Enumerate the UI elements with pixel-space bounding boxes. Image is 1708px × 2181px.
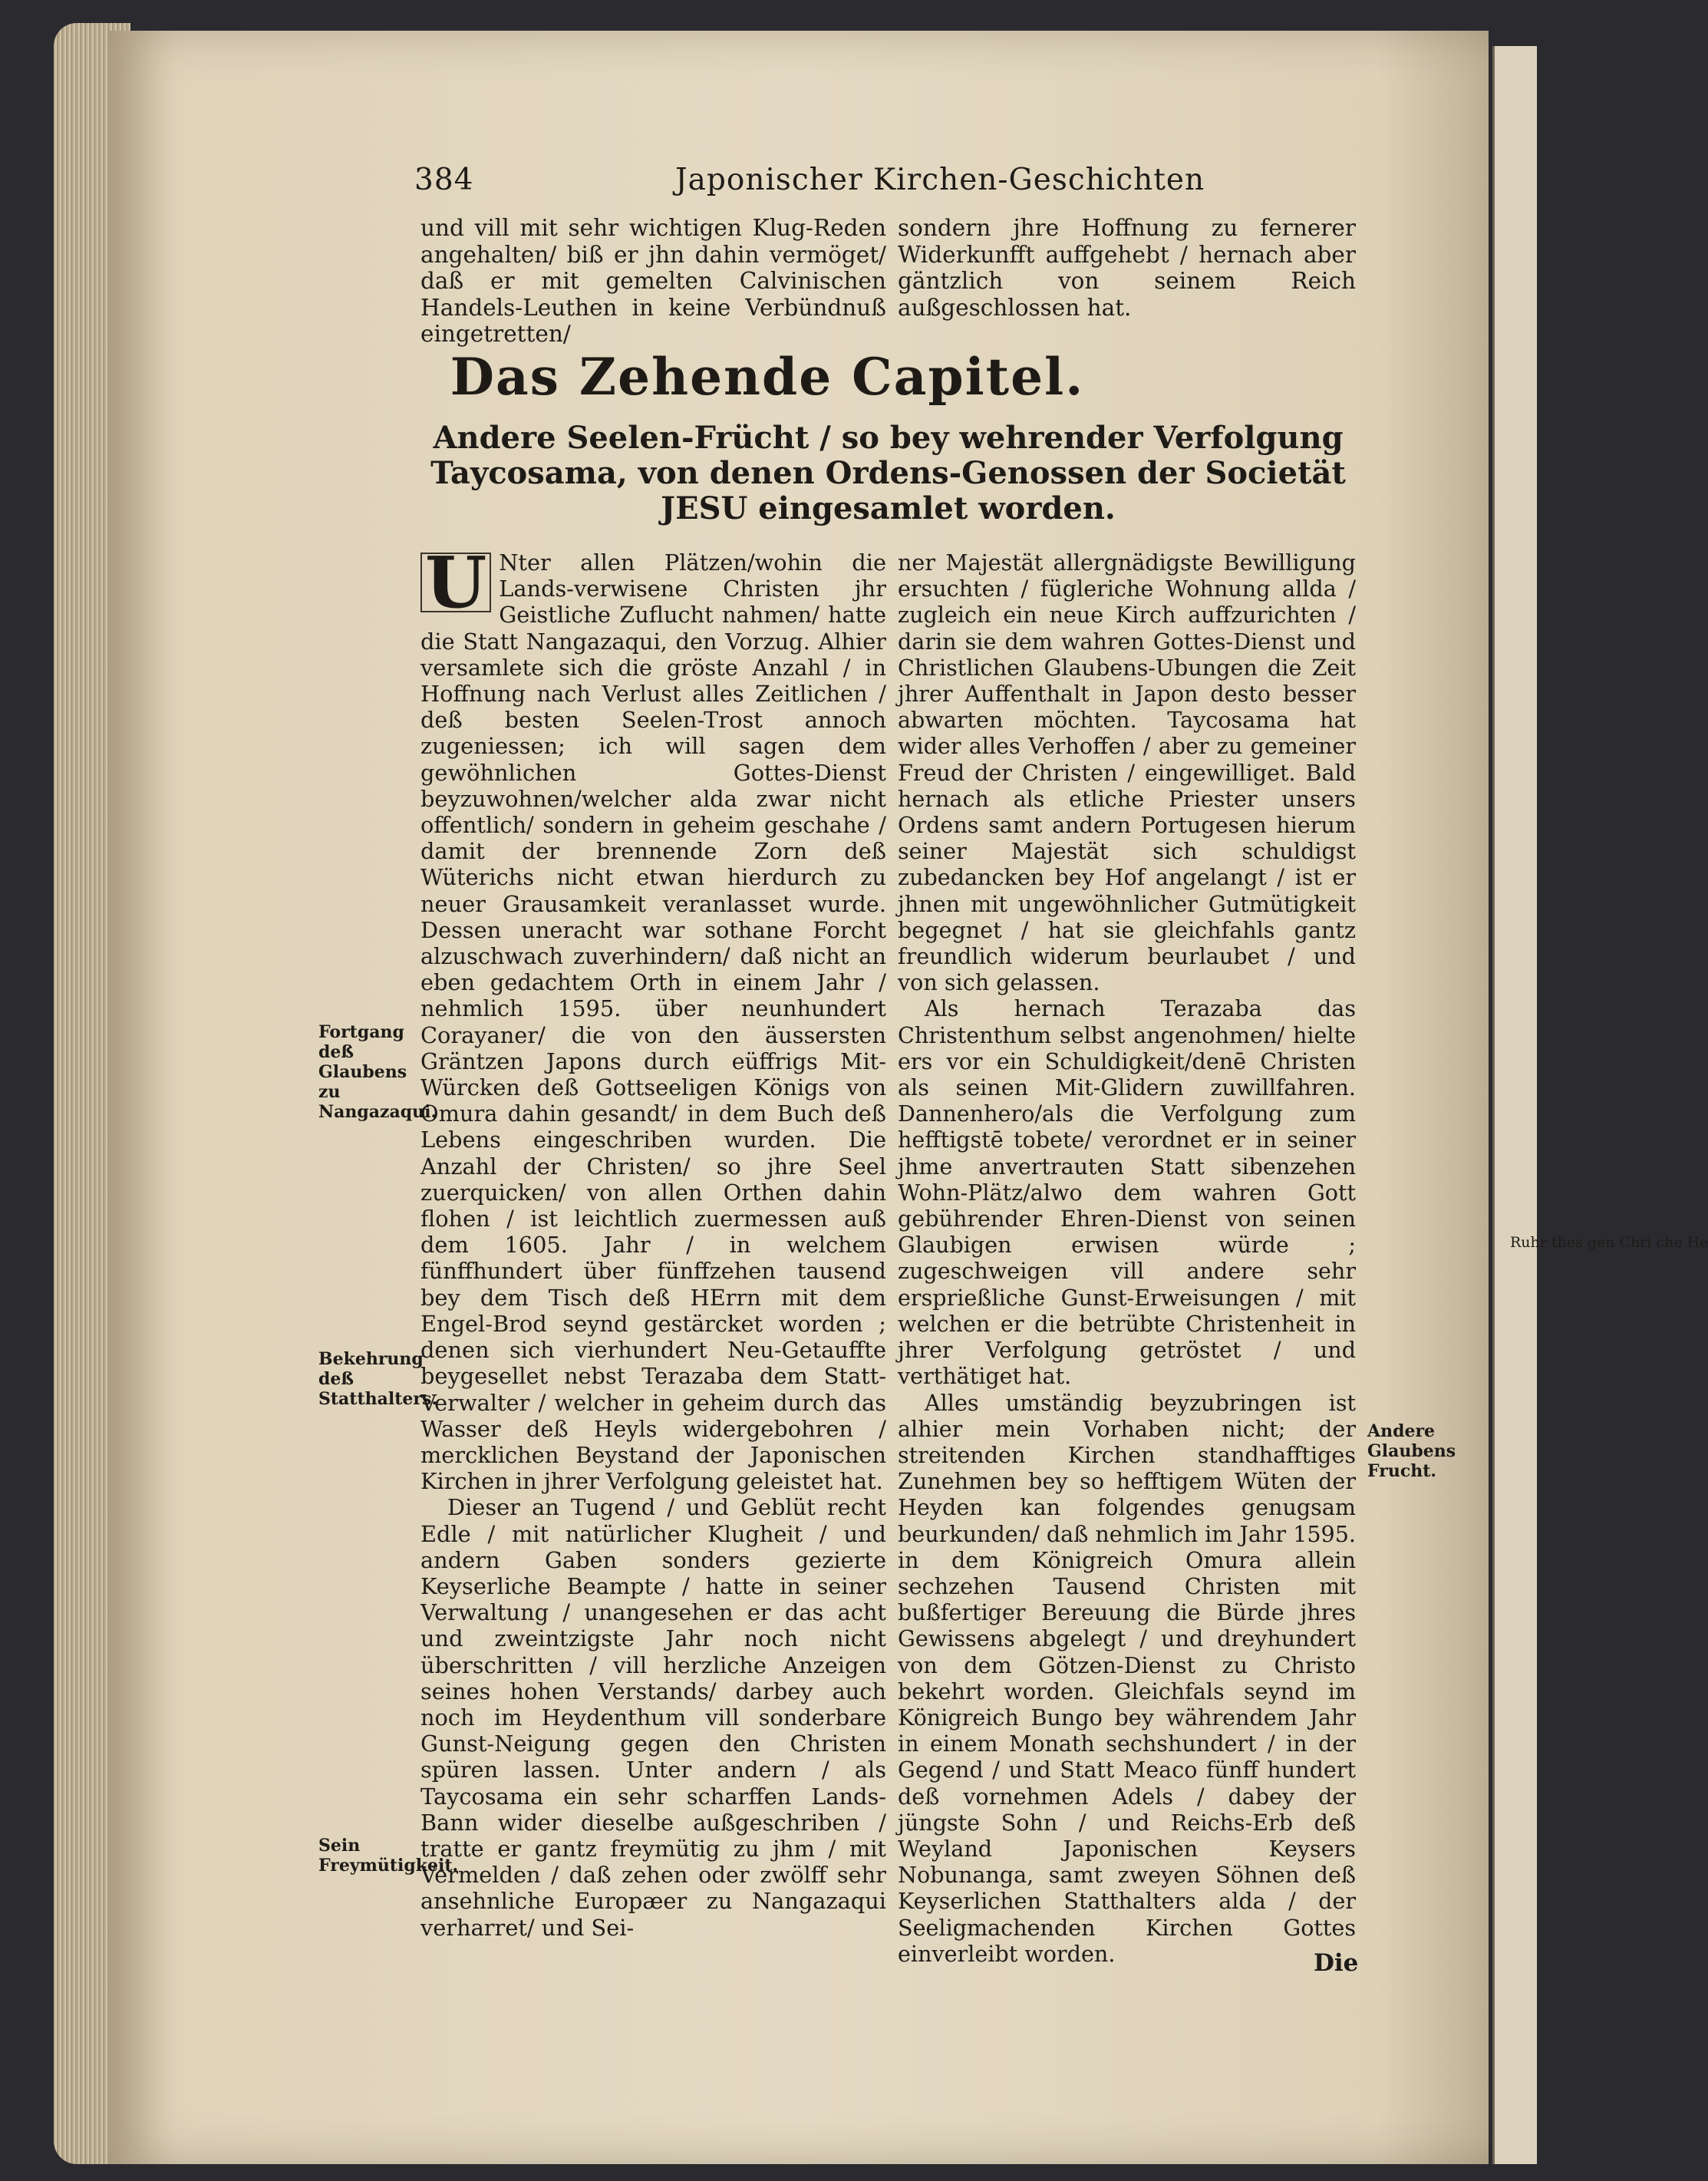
chapter-subtitle: Andere Seelen-Frücht / so bey wehrender Verfolgung Taycosama, von denen Ordens-Genossen der Societät JESU eingesamlet worden. [430, 420, 1346, 526]
body-left-text-1: Nter allen Plätzen/wohin die Lands-verwisene Christen jhr Geistliche Zuflucht nahmen/ hatte die Statt Nangazaqui, den Vorzug. Alhier versamlete sich die gröste Anzahl / in Hoffnung nach Verlust alles Zeitlichen / deß besten Seelen-Trost annoch zugeniessen; ich will sagen dem gewöhnlichen Gottes-Dienst beyzuwohnen/welcher alda zwar nicht offentlich/ sondern in geheim geschahe / damit der brennende Zorn deß Wüterichs nicht etwan hierdurch zu neuer Grausamkeit veranlasset wurde. Dessen uneracht war sothane Forcht alzuschwach zuverhindern/ daß nicht an eben gedachtem Orth in einem Jahr / nehmlich 1595. über neunhundert Corayaner/ die von den äussersten Gräntzen Japons durch eüffrigs Mit-Würcken deß Gottseeligen Königs von Omura dahin gesandt/ in dem Buch deß Lebens eingeschriben wurden. Die Anzahl der Christen/ so jhre Seel zuerquicken/ von allen Orthen dahin flohen / ist leichtlich zuermessen auß dem 1605. Jahr / in welchem fünffhundert über fünffzehen tausend bey dem Tisch deß HErrn mit dem Engel-Brod seynd gestärcket worden ; denen sich vierhundert Neu-Getauffte beygesellet nebst Terazaba dem Statt-Verwalter / welcher in geheim durch das Wasser deß Heyls widergebohren / mercklichen Beystand der Japonischen Kirchen in jhrer Verfolgung geleistet hat. [420, 549, 886, 1495]
body-right-paragraph-2: Als hernach Terazaba das Christenthum selbst angenohmen/ hielte ers vor ein Schuldigkeit/denē Christen als seinen Mit-Glidern zuwillfahren. Dannenhero/als die Verfolgung zum hefftigstē tobete/ verordnet er in seiner jhme anvertrauten Statt sibenzehen Wohn-Plätz/alwo dem wahren Gott gebührender Ehren-Dienst von seinen Glaubigen erwisen würde ; zugeschweigen vill andere sehr ersprießliche Gunst-Erweisungen / mit welchen er die betrübte Christenheit in jhrer Verfolgung getröstet / und verthätiget hat. [898, 995, 1356, 1390]
body-right-paragraph-1: ner Majestät allergnädigste Bewilligung ersuchten / fügleriche Wohnung allda / zugleich ein neue Kirch auffzurichten / darin sie dem wahren Gottes-Dienst und Christlichen Glaubens-Ubungen die Zeit jhrer Auffenthalt in Japon desto besser abwarten möchten. Taycosama hat wider alles Verhoffen / aber zu gemeiner Freud der Christen / eingewilliget. Bald hernach als etliche Priester unsers Ordens samt andern Portugesen hierum seiner Majestät sich schuldigst zubedancken bey Hof angelangt / ist er jhnen mit ungewöhnlicher Gutmütigkeit begegnet / hat sie gleichfahls gantz freundlich widerum beurlaubet / und von sich gelassen. [898, 549, 1356, 996]
body-right-paragraph-3: Alles umständig beyzubringen ist alhier mein Vorhaben nicht; der streitenden Kirchen standhafftiges Zunehmen bey so hefftigem Wüten der Heyden kan folgendes genugsam beurkunden/ daß nehmlich im Jahr 1595. in dem Königreich Omura allein sechzehen Tausend Christen mit bußfertiger Bereuung die Bürde jhres Gewissens abgelegt / und dreyhundert von dem Götzen-Dienst zu Christo bekehrt worden. Gleichfals seynd im Königreich Bungo bey währendem Jahr in einem Monath sechshundert / in der Gegend / und Statt Meaco fünff hundert deß vornehmen Adels / dabey der jüngste Sohn / und Reichs-Erb deß Weyland Japonischen Keysers Nobunanga, samt zweyen Söhnen deß Keyserlichen Statthalters alda / der Seeligmachenden Kirchen Gottes einverleibt worden. [898, 1389, 1356, 1967]
facing-page-margin-fragment: Ruhr thes gen Chri che He [1510, 1234, 1708, 1251]
margin-note-freymuetigkeit: Sein Freymütigkeit. [318, 1836, 459, 1876]
body-right-column [898, 549, 1356, 1967]
page-number: 384 [414, 163, 474, 197]
margin-note-andere-frucht: Andere Glaubens Frucht. [1367, 1421, 1456, 1481]
intro-right-paragraph [898, 215, 1356, 321]
drop-cap-initial: U [420, 553, 491, 612]
intro-left-paragraph [420, 215, 886, 348]
intro-left-text: und vill mit sehr wichtigen Klug-Reden angehalten/ biß er jhn dahin vermöget/ daß er mit gemelten Calvinischen Handels-Leuthen in keine Verbündnuß eingetretten/ [420, 215, 886, 347]
margin-note-fortgang: Fortgang deß Glaubens zu Nangazaqui. [318, 1022, 437, 1122]
intro-right-text: sondern jhre Hoffnung zu fernerer Widerkunfft auffgehebt / hernach aber gäntzlich von seinem Reich außgeschlossen hat. [898, 215, 1356, 321]
body-left-column [420, 541, 886, 1941]
body-left-paragraph-1 [420, 541, 886, 1495]
catchword: Die [1314, 1949, 1359, 1977]
margin-note-bekehrung: Bekehrung deß Statthalters. [318, 1349, 438, 1409]
running-title: Japonischer Kirchen-Geschichten [675, 163, 1205, 197]
body-left-paragraph-2: Dieser an Tugend / und Geblüt recht Edle / mit natürlicher Klugheit / und andern Gaben sonders gezierte Keyserliche Beampte / hatte in seiner Verwaltung / unangesehen er das acht und zweintzigste Jahr noch nicht überschritten / vill herzliche Anzeigen seines hohen Verstands/ darbey auch noch im Heydenthum vill sonderbare Gunst-Neigung gegen den Christen spüren lassen. Unter andern / als Taycosama ein sehr scharffen Lands-Bann wider dieselbe außgeschriben / tratte er gantz freymütig zu jhm / mit Vermelden / daß zehen oder zwölff sehr ansehnliche Europæer zu Nangazaqui verharret/ und Sei- [420, 1494, 886, 1941]
chapter-title: Das Zehende Capitel. [450, 347, 1085, 407]
